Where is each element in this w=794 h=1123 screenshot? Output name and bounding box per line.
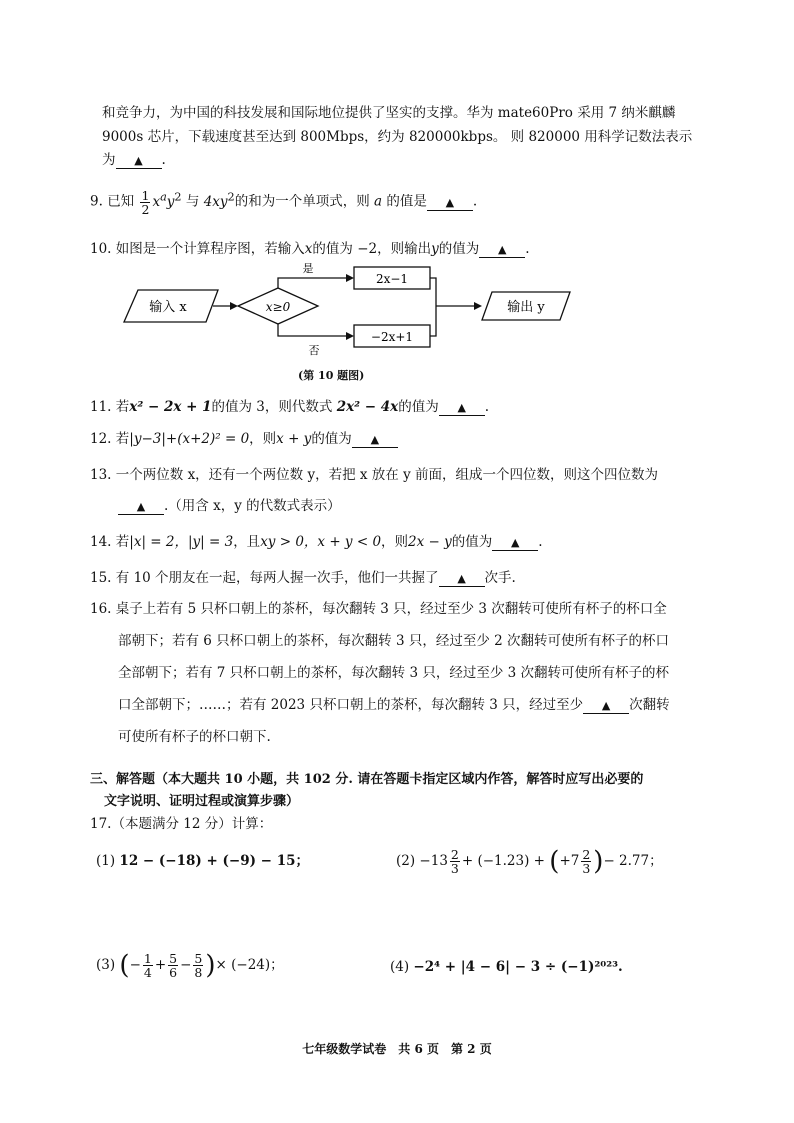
answer-blank: ▲ xyxy=(439,572,485,587)
flow-output-label: 输出 y xyxy=(507,300,545,315)
q9-pre: 已知 xyxy=(107,193,135,210)
flow-yes-label: 是 xyxy=(302,262,314,275)
q11: 11. 若x² − 2x + 1的值为 3，则代数式 2x² − 4x的值为 ▲ . xyxy=(90,399,490,415)
q11-expr2: 2x² − 4x xyxy=(336,399,399,415)
q9-num: 9. xyxy=(90,193,103,210)
q8-line3-post: . xyxy=(161,152,166,168)
answer-blank: ▲ xyxy=(583,699,629,714)
q17-part4-expr: −2⁴ + |4 − 6| − 3 ÷ (−1)²⁰²³. xyxy=(413,959,623,975)
flow-condition-label: x≥0 xyxy=(265,300,291,314)
flow-box-top-label: 2x−1 xyxy=(375,272,409,286)
q17-part1: (1) 12 − (−18) + (−9) − 15； xyxy=(96,853,309,869)
q17-part2: (2) −13 $\frac{2}{3}$ + (−1.23) + (+7 $\frac{2}{3}$ )− 2.77； xyxy=(396,846,663,877)
flow-no-label: 否 xyxy=(308,344,320,357)
q9-frac-den: 2 xyxy=(141,201,150,217)
q16-line2: 部朝下；若有 6 只杯口朝上的茶杯，每次翻转 3 只，经过至少 2 次翻转可使所有杯子的杯口 xyxy=(118,633,670,649)
q13-line1: 13. 一个两位数 x，还有一个两位数 y，若把 x 放在 y 前面，组成一个四位数，则这个四位数为 xyxy=(90,467,659,483)
q16-line1: 16. 桌子上若有 5 只杯口朝上的茶杯，每次翻转 3 只，经过至少 3 次翻转可使所有杯子的杯口全 xyxy=(90,601,667,617)
q8-line3 xyxy=(102,151,166,169)
flowchart-q10 xyxy=(118,258,578,368)
answer-blank: ▲ xyxy=(439,401,485,416)
q14: 14. 若|x| = 2，|y| = 3，且xy > 0，x + y < 0，则2x − y的值为 ▲ . xyxy=(90,534,543,550)
q17-part4: (4) −2⁴ + |4 − 6| − 3 ÷ (−1)²⁰²³. xyxy=(390,959,623,975)
q10: 10. 如图是一个计算程序图，若输入x的值为 −2，则输出y的值为 ▲ . xyxy=(90,241,530,257)
q12: 12. 若|y−3|+(x+2)² = 0，则x + y的值为 ▲ xyxy=(90,430,398,448)
q14-cond1: |x| = 2，|y| = 3 xyxy=(129,534,234,550)
answer-blank: ▲ xyxy=(427,196,473,211)
q16-line3: 全部朝下；若有 7 只杯口朝上的茶杯，每次翻转 3 只，经过至少 3 次翻转可使所有杯子的杯 xyxy=(118,665,670,681)
q17-part3: (3) (− $\frac{1}{4}$ + $\frac{5}{6}$ − $\frac{5}{8}$ )× (−24)； xyxy=(96,950,284,981)
q9-post2: 的值是 xyxy=(386,193,427,210)
q8-line1: 和竞争力，为中国的科技发展和国际地位提供了坚实的支撑。华为 mate60Pro 采用 7 纳米麒麟 xyxy=(102,105,676,121)
flowchart-caption: (第 10 题图) xyxy=(298,369,365,382)
q15: 15. 有 10 个朋友在一起，每两人握一次手，他们一共握了 ▲ 次手. xyxy=(90,570,516,586)
q10-text: 如图是一个计算程序图，若输入 xyxy=(115,241,305,257)
q16-line4: 口全部朝下；……；若有 2023 只杯口朝上的茶杯，每次翻转 3 只，经过至少 ▲ 次翻转 xyxy=(118,697,670,713)
answer-blank: ▲ xyxy=(492,536,538,551)
q10-num: 10. xyxy=(90,241,112,257)
q14-expr: 2x − y xyxy=(408,534,452,550)
q17-part2-a: −13 xyxy=(419,853,448,869)
q9-post: 的和为一个单项式，则 xyxy=(234,193,370,210)
q8-line3-pre: 为 xyxy=(102,152,116,168)
page-footer: 七年级数学试卷 共 6 页 第 2 页 xyxy=(302,1042,492,1056)
q9-var: a xyxy=(374,193,383,210)
q13-line2: ▲ .（用含 x，y 的代数式表示） xyxy=(118,497,341,515)
flow-box-bottom-label: −2x+1 xyxy=(370,330,414,344)
q9-mid: 与 xyxy=(185,193,200,210)
q10-text3: 的值为 xyxy=(438,241,480,257)
q11-expr: x² − 2x + 1 xyxy=(129,399,212,415)
q12-expr: |y−3|+(x+2)² = 0 xyxy=(129,431,250,447)
q12-expr2: x + y xyxy=(276,431,312,447)
flow-input-label: 输入 x xyxy=(149,300,187,315)
q16-line5: 可使所有杯子的杯口朝下. xyxy=(118,729,271,745)
q9-fraction xyxy=(140,189,150,216)
q14-cond2: xy > 0，x + y < 0 xyxy=(260,534,382,550)
q9-expr1: $x^ay^2$ xyxy=(152,190,182,210)
q9-expr2: $4xy^2$ xyxy=(203,190,235,210)
q9: 9. 已知 $\frac{1}{2}$ $x^ay^2$ 与 $4xy^2$的和为一个单项式，则 a 的值是 ▲ . xyxy=(90,187,478,217)
q9-frac-num: 1 xyxy=(141,187,150,203)
answer-blank: ▲ xyxy=(118,500,164,515)
section3-heading: 三、解答题（本大题共 10 小题，共 102 分. 请在答题卡指定区域内作答，解答时应写出必要的 xyxy=(90,772,644,787)
q8-line2: 9000s 芯片，下载速度甚至达到 800Mbps，约为 820000kbps。 则 820000 用科学记数法表示 xyxy=(102,129,693,145)
q17-head: 17.（本题满分 12 分）计算： xyxy=(90,816,273,832)
q17-part1-expr: 12 − (−18) + (−9) − 15； xyxy=(119,853,309,869)
q10-text2: 的值为 −2，则输出 xyxy=(312,241,432,257)
answer-blank: ▲ xyxy=(479,243,525,258)
section3-heading-line2: 文字说明、证明过程或演算步骤） xyxy=(104,794,300,809)
answer-blank: ▲ xyxy=(352,433,398,448)
answer-blank: ▲ xyxy=(116,154,162,169)
